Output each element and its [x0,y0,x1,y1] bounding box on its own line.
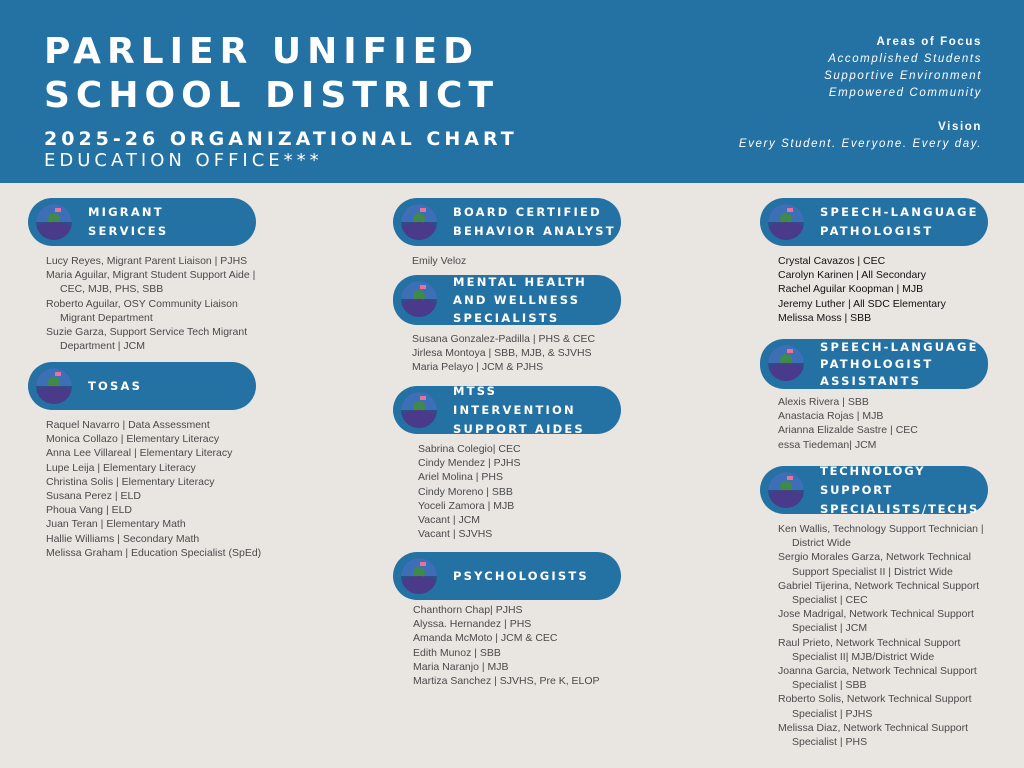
staff-entry: Jirlesa Montoya | SBB, MJB, & SJVHS [412,347,592,360]
section-header-mtss [393,383,621,436]
staff-entry: Migrant Department [60,311,153,324]
staff-entry: Maria Aguilar, Migrant Student Support Aide | [46,269,256,282]
staff-entry: Amanda McMoto | JCM & CEC [413,632,558,645]
focus-vision-block [739,34,982,153]
district-seal-icon [768,345,804,381]
section-title: MIGRANT SERVICES [88,205,169,238]
section-title: TOSAS [88,378,143,393]
staff-entry: Christina Solis | Elementary Literacy [46,475,215,488]
focus-label: Areas of Focus [876,36,982,48]
staff-entry: Support Specialist II | District Wide [792,565,953,578]
staff-list-tosas [46,418,261,560]
vision-text: Every Student. Everyone. Every day. [738,138,982,150]
title-line-2: SCHOOL DISTRICT [44,75,500,116]
staff-list-tech [778,522,984,749]
district-seal-icon [401,392,437,428]
staff-entry: Alexis Rivera | SBB [778,396,869,408]
staff-entry: Juan Teran | Elementary Math [46,518,186,531]
staff-entry: Ariel Molina | PHS [418,471,504,484]
staff-entry: Alyssa. Hernandez | PHS [413,618,532,631]
staff-entry: Jeremy Luther | All SDC Elementary [778,297,946,310]
staff-entry: Arianna Elizalde Sastre | CEC [778,424,918,437]
staff-entry: Lucy Reyes, Migrant Parent Liaison | PJHS [46,255,248,267]
vision-label: Vision [938,121,982,133]
staff-entry: Crystal Cavazos | CEC [778,255,886,267]
staff-entry: Melissa Moss | SBB [778,311,872,324]
section-header-bcba [393,198,621,246]
staff-entry: Raquel Navarro | Data Assessment [46,419,210,431]
staff-list-slp [778,254,946,325]
staff-list-slpa [778,395,918,452]
staff-entry: Ken Wallis, Technology Support Technician | [778,523,984,535]
staff-entry: Susana Gonzalez-Padilla | PHS & CEC [412,333,596,345]
staff-entry: Cindy Moreno | SBB [418,485,513,498]
district-seal-icon [401,204,437,240]
staff-entry: Specialist | PHS [792,736,868,749]
staff-entry: Maria Naranjo | MJB [413,660,509,673]
district-seal-icon [36,368,72,404]
staff-entry: District Wide [792,537,851,550]
staff-entry: Sabrina Colegio| CEC [418,443,521,455]
focus-item: Supportive Environment [824,70,982,82]
staff-entry: Roberto Solis, Network Technical Support [778,693,972,706]
staff-entry: CEC, MJB, PHS, SBB [60,283,164,296]
staff-list-mental-health [412,332,595,375]
staff-entry: Lupe Leija | Elementary Literacy [46,461,196,474]
staff-entry: Raul Prieto, Network Technical Support [778,636,961,649]
section-title: SPEECH-LANGUAGE PATHOLOGIST ASSISTANTS [820,339,979,388]
section-header-tosas [28,362,256,410]
section-title: MTSS INTERVENTION SUPPORT AIDES [453,383,585,436]
section-title: SPEECH-LANGUAGE PATHOLOGIST [820,205,979,238]
section-header-slp [760,198,988,246]
section-title: BOARD CERTIFIED BEHAVIOR ANALYST [453,205,616,238]
district-title [44,30,499,118]
district-seal-icon [36,204,72,240]
focus-item: Accomplished Students [828,53,982,65]
staff-entry: Phoua Vang | ELD [46,504,133,517]
staff-entry: Specialist II| MJB/District Wide [792,650,935,663]
section-header-mental-health [393,275,621,325]
staff-entry: Department | JCM [60,340,145,353]
staff-entry: Rachel Aguilar Koopman | MJB [778,283,924,296]
staff-entry: Edith Munoz | SBB [413,646,501,659]
header-banner [0,0,1024,183]
section-header-migrant [28,198,256,246]
staff-entry: Maria Pelayo | JCM & PJHS [412,361,544,374]
staff-entry: Hallie Williams | Secondary Math [46,532,200,545]
section-title: PSYCHOLOGISTS [453,568,589,583]
district-seal-icon [401,281,437,317]
staff-entry: Specialist | SBB [792,679,867,692]
staff-entry: Gabriel Tijerina, Network Technical Support [778,579,980,592]
district-seal-icon [401,558,437,594]
staff-entry: Jose Madrigal, Network Technical Support [778,608,974,621]
staff-entry: Suzie Garza, Support Service Tech Migrant [46,326,248,339]
staff-entry: Anna Lee Villareal | Elementary Literacy [46,447,233,460]
staff-list-migrant [46,254,255,353]
focus-item: Empowered Community [828,87,982,99]
office-subtitle: EDUCATION OFFICE*** [44,150,323,171]
staff-entry: Carolyn Karinen | All Secondary [778,269,927,282]
chart-subtitle: 2025-26 ORGANIZATIONAL CHART [44,128,518,150]
staff-list-mtss [418,442,521,541]
staff-entry: Specialist | PJHS [792,707,873,720]
staff-entry: Melissa Diaz, Network Technical Support [778,721,969,734]
staff-entry: Emily Veloz [412,255,467,267]
staff-entry: Joanna Garcia, Network Technical Support [778,665,977,678]
section-header-tech [760,463,988,516]
staff-entry: Yoceli Zamora | MJB [418,499,515,512]
staff-list-bcba [412,254,466,268]
staff-entry: Cindy Mendez | PJHS [418,457,521,470]
staff-entry: Specialist | CEC [792,594,868,607]
staff-list-psychologists [413,603,600,688]
staff-entry: Vacant | JCM [418,514,481,527]
section-title: TECHNOLOGY SUPPORT SPECIALISTS/TECHS [820,463,980,516]
staff-entry: Monica Collazo | Elementary Literacy [46,433,220,446]
staff-entry: Melissa Graham | Education Specialist (SpEd) [46,546,262,559]
staff-entry: Sergio Morales Garza, Network Technical [778,551,971,564]
section-header-psychologists [393,552,621,600]
staff-entry: Specialist | JCM [792,622,868,635]
staff-entry: Roberto Aguilar, OSY Community Liaison [46,297,238,310]
district-seal-icon [768,204,804,240]
section-header-slpa [760,339,988,389]
title-line-1: PARLIER UNIFIED [44,31,480,72]
staff-entry: Susana Perez | ELD [46,490,141,503]
section-title: MENTAL HEALTH AND WELLNESS SPECIALISTS [453,275,587,325]
staff-entry: Vacant | SJVHS [418,528,493,541]
district-seal-icon [768,472,804,508]
staff-entry: essa Tiedeman| JCM [778,438,877,451]
staff-entry: Anastacia Rojas | MJB [778,410,884,423]
staff-entry: Chanthorn Chap| PJHS [413,604,523,616]
staff-entry: Martiza Sanchez | SJVHS, Pre K, ELOP [413,675,600,688]
